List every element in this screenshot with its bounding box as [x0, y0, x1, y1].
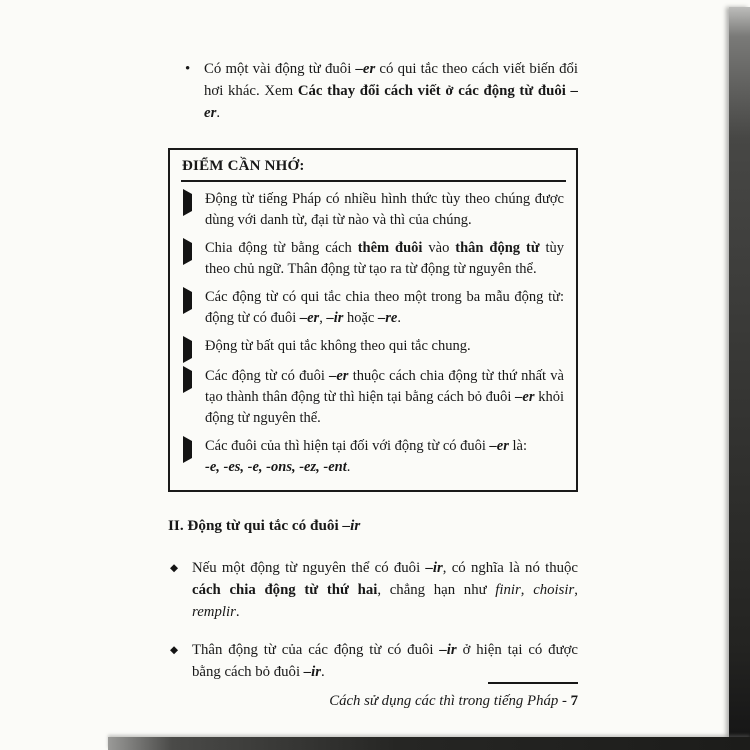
bullet-item	[168, 639, 578, 683]
note-item-text: Chia động từ bằng cách thêm đuôi vào thân động từ tùy theo chủ ngữ. Thân động từ tạo ra từ động từ nguyên thể.	[205, 240, 564, 277]
bullet-text: Nếu một động từ nguyên thể có đuôi –ir, có nghĩa là nó thuộc cách chia động từ thứ hai, chẳng hạn như finir, choisir, remplir.	[192, 560, 578, 620]
note-item-text: Các đuôi của thì hiện tại đối với động từ có đuôi –er là: -e, -es, -e, -ons, -ez, -ent.	[205, 438, 528, 475]
note-item	[181, 189, 566, 231]
note-item-text: Các động từ có qui tắc chia theo một trong ba mẫu động từ: động từ có đuôi –er, –ir hoặc –re.	[205, 289, 564, 326]
note-item	[181, 436, 566, 478]
arrow-bullet-icon	[183, 189, 196, 231]
page-content	[168, 58, 578, 683]
diamond-bullet-icon: ◆	[170, 562, 179, 574]
arrow-bullet-icon	[183, 287, 196, 329]
note-item-text: Động từ tiếng Pháp có nhiều hình thức tùy theo chúng được dùng với danh từ, đại từ nào và thì của chúng.	[205, 191, 564, 228]
bullet-text: Thân động từ của các động từ có đuôi –ir ở hiện tại có được bằng cách bỏ đuôi –ir.	[192, 642, 578, 680]
bullet-item	[168, 557, 578, 623]
note-box-title: ĐIỂM CẦN NHỚ:	[182, 158, 305, 174]
page-footer	[168, 682, 578, 710]
arrow-bullet-icon	[183, 238, 196, 280]
arrow-bullet-icon	[183, 366, 196, 429]
note-item	[181, 238, 566, 280]
arrow-bullet-icon	[183, 336, 196, 359]
note-item-text: Động từ bất qui tắc không theo qui tắc chung.	[205, 338, 471, 354]
round-bullet-icon: •	[185, 61, 191, 77]
note-item	[181, 287, 566, 329]
section-ii-heading: II. Động từ qui tắc có đuôi –ir	[168, 517, 361, 534]
note-item	[181, 366, 566, 429]
footer-rule	[488, 682, 578, 684]
book-edge-bottom	[108, 737, 750, 750]
note-box	[168, 148, 578, 492]
footer-text: Cách sử dụng các thì trong tiếng Pháp - 7	[329, 693, 578, 709]
note-item	[181, 336, 566, 359]
intro-bullet-item	[168, 58, 578, 124]
arrow-bullet-icon	[183, 436, 196, 478]
note-item-text: Các động từ có đuôi –er thuộc cách chia động từ thứ nhất và tạo thành thân động từ thì hiện tại bằng cách bỏ đuôi –er khỏi động từ nguyên thể.	[205, 368, 564, 426]
diamond-bullet-icon: ◆	[170, 644, 179, 656]
book-edge-right	[729, 7, 750, 738]
intro-bullet-text: Có một vài động từ đuôi –er có qui tắc theo cách viết biến đổi hơi khác. Xem Các thay đổi cách viết ở các động từ đuôi –er.	[204, 61, 578, 121]
note-box-divider	[181, 180, 566, 182]
